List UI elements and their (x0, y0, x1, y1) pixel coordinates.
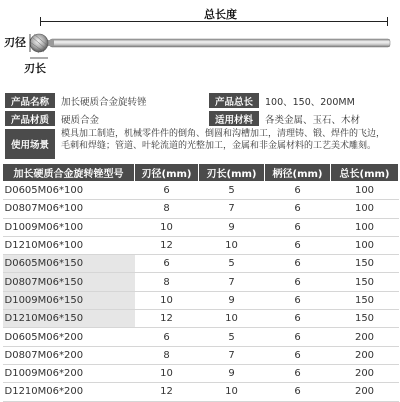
table-row (3, 200, 399, 218)
header-shank-diameter: 柄径(mm) (265, 164, 331, 182)
blade-length-cell: 9 (199, 291, 265, 309)
table-row (3, 328, 399, 346)
total-length-cell: 100 (331, 182, 399, 200)
blade-diameter-cell: 10 (135, 291, 199, 309)
model-cell: D1210M06*100 (3, 236, 135, 254)
total-length-cell: 150 (331, 310, 399, 328)
tool-diagram (0, 0, 400, 80)
applicable-material-value: 各类金属、玉石、木材 (265, 114, 361, 126)
spec-table (2, 163, 399, 402)
model-cell: D1210M06*200 (3, 383, 135, 401)
blade-length-label: 刃长 (24, 62, 46, 75)
shank-diameter-cell: 6 (265, 182, 331, 200)
blade-diameter-cell: 12 (135, 383, 199, 401)
model-cell: D0605M06*200 (3, 328, 135, 346)
spec-table-header (3, 164, 399, 182)
blade-diameter-cell: 12 (135, 236, 199, 254)
total-length-cell: 100 (331, 236, 399, 254)
total-length-label: 总长度 (204, 8, 237, 21)
usage-tag: 使用场景 (5, 129, 55, 159)
product-material-value: 硬质合金 (61, 114, 100, 126)
total-length-cell: 100 (331, 200, 399, 218)
shank-diameter-cell: 6 (265, 310, 331, 328)
model-cell: D0807M06*200 (3, 346, 135, 364)
blade-diameter-cell: 8 (135, 273, 199, 291)
blade-diameter-cell: 6 (135, 255, 199, 273)
model-cell: D0605M06*100 (3, 182, 135, 200)
table-row (3, 182, 399, 200)
blade-length-cell: 10 (199, 236, 265, 254)
model-cell: D1009M06*100 (3, 218, 135, 236)
product-name-tag: 产品名称 (5, 93, 55, 108)
table-row (3, 346, 399, 364)
blade-length-cell: 7 (199, 200, 265, 218)
product-total-tag: 产品总长 (209, 93, 259, 108)
table-row (3, 236, 399, 254)
model-cell: D0807M06*150 (3, 273, 135, 291)
table-row (3, 383, 399, 401)
total-length-cell: 200 (331, 383, 399, 401)
blade-diameter-cell: 6 (135, 182, 199, 200)
shank-diameter-cell: 6 (265, 200, 331, 218)
applicable-material-tag: 适用材料 (209, 111, 259, 126)
blade-length-cell: 5 (199, 328, 265, 346)
shank-diameter-cell: 6 (265, 328, 331, 346)
table-row (3, 291, 399, 309)
blade-diameter-label: 刃径 (4, 36, 26, 49)
burr-tool-drawing (0, 0, 400, 80)
model-cell: D1009M06*200 (3, 364, 135, 382)
blade-diameter-cell: 6 (135, 328, 199, 346)
header-blade-length: 刃长(mm) (199, 164, 265, 182)
header-blade-diameter: 刃径(mm) (135, 164, 199, 182)
header-model: 加长硬质合金旋转锉型号 (3, 164, 135, 182)
total-length-cell: 150 (331, 255, 399, 273)
model-cell: D1009M06*150 (3, 291, 135, 309)
model-cell: D0807M06*100 (3, 200, 135, 218)
blade-diameter-cell: 10 (135, 364, 199, 382)
product-name-value: 加长硬质合金旋转锉 (61, 96, 147, 108)
shank-diameter-cell: 6 (265, 364, 331, 382)
blade-length-cell: 5 (199, 255, 265, 273)
blade-length-cell: 10 (199, 310, 265, 328)
info-row-material (5, 111, 397, 126)
table-row (3, 273, 399, 291)
blade-length-cell: 5 (199, 182, 265, 200)
blade-length-cell: 9 (199, 364, 265, 382)
info-row-name (5, 93, 397, 108)
blade-length-cell: 9 (199, 218, 265, 236)
usage-value: 模具加工制造，机械零件件的倒角、倒圆和沟槽加工，清理铸、锻、焊件的飞边，毛刺和焊缝；管道、叶轮流道的光整加工，金属和非金属材料的工艺美术雕刻。 (61, 129, 386, 151)
header-total-length: 总长(mm) (331, 164, 399, 182)
model-cell: D1210M06*150 (3, 310, 135, 328)
product-material-tag: 产品材质 (5, 111, 55, 126)
shank-diameter-cell: 6 (265, 255, 331, 273)
total-length-cell: 200 (331, 364, 399, 382)
blade-length-cell: 10 (199, 383, 265, 401)
product-total-value: 100、150、200MM (265, 96, 355, 108)
shank-diameter-cell: 6 (265, 346, 331, 364)
blade-diameter-cell: 8 (135, 200, 199, 218)
shank-diameter-cell: 6 (265, 273, 331, 291)
blade-diameter-cell: 12 (135, 310, 199, 328)
total-length-cell: 150 (331, 273, 399, 291)
total-length-cell: 200 (331, 328, 399, 346)
model-cell: D0605M06*150 (3, 255, 135, 273)
shank-diameter-cell: 6 (265, 218, 331, 236)
info-row-usage (5, 129, 397, 159)
table-row (3, 218, 399, 236)
table-row (3, 364, 399, 382)
table-row (3, 255, 399, 273)
shank-diameter-cell: 6 (265, 236, 331, 254)
shank-diameter-cell: 6 (265, 291, 331, 309)
table-row (3, 310, 399, 328)
blade-diameter-cell: 10 (135, 218, 199, 236)
total-length-cell: 150 (331, 291, 399, 309)
blade-length-cell: 7 (199, 346, 265, 364)
shank-diameter-cell: 6 (265, 383, 331, 401)
total-length-cell: 100 (331, 218, 399, 236)
blade-diameter-cell: 8 (135, 346, 199, 364)
total-length-cell: 200 (331, 346, 399, 364)
product-info (5, 93, 397, 162)
blade-length-cell: 7 (199, 273, 265, 291)
